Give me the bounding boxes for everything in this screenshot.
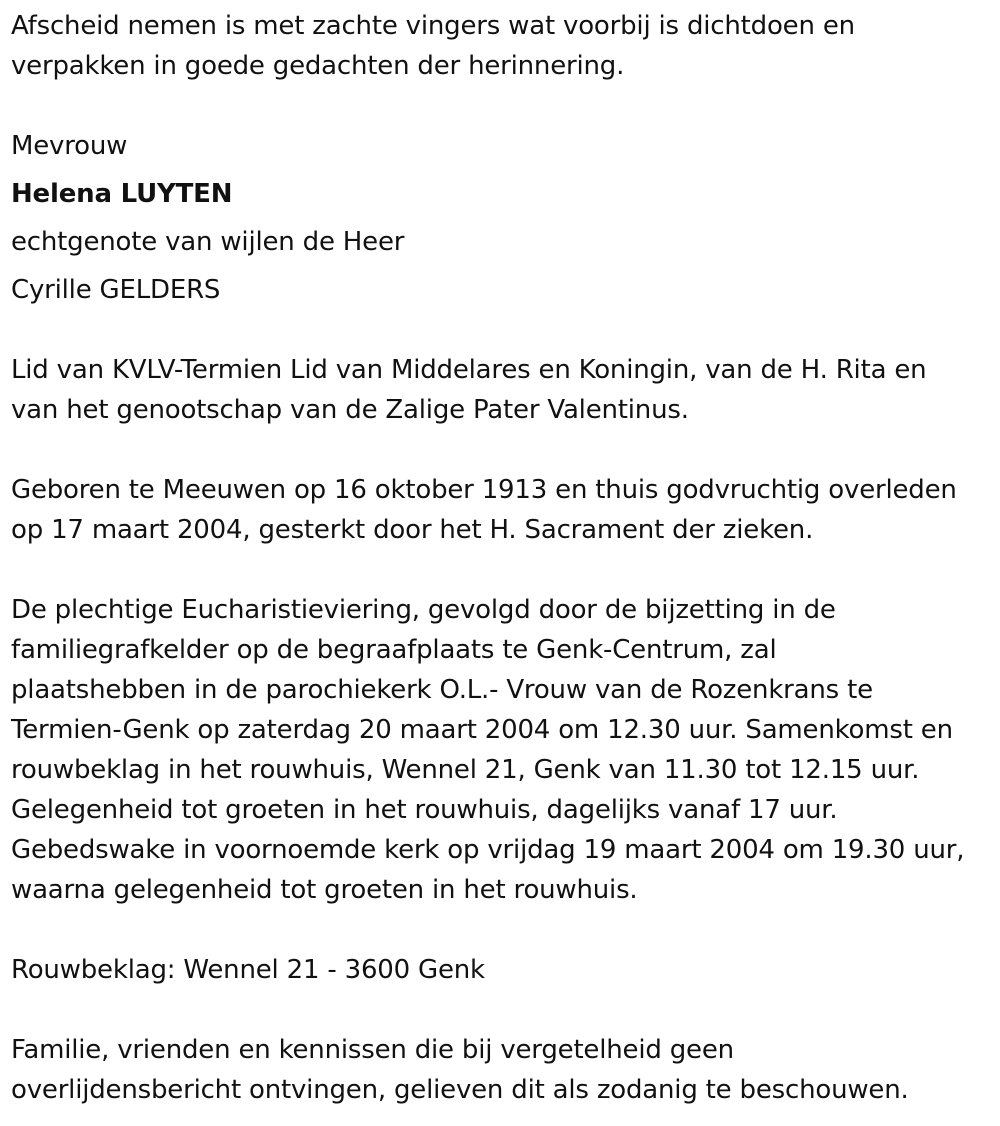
closing-paragraph [11,1030,993,1110]
paragraph-gap [11,430,993,470]
service-line: Termien-Genk op zaterdag 20 maart 2004 om 12.30 uur. Samenkomst en [11,715,953,745]
membership-line: Lid van KVLV-Termien Lid van Middelares en Koningin, van de H. Rita en [11,355,927,385]
service-line: De plechtige Eucharistieviering, gevolgd door de bijzetting in de [11,595,836,625]
service-line: Gelegenheid tot groeten in het rouwhuis, dagelijks vanaf 17 uur. [11,795,838,825]
service-line: Gebedswake in voornoemde kerk op vrijdag 19 maart 2004 om 19.30 uur, [11,835,965,865]
paragraph-gap [11,310,993,350]
deceased-block [11,122,993,314]
closing-line: Familie, vrienden en kennissen die bij vergetelheid geen [11,1035,734,1065]
intro-line: Afscheid nemen is met zachte vingers wat voorbij is dichtdoen en [11,11,855,41]
paragraph-gap [11,550,993,590]
service-line: rouwbeklag in het rouwhuis, Wennel 21, Genk van 11.30 tot 12.15 uur. [11,755,920,785]
intro-paragraph [11,6,993,86]
birth-death-line: op 17 maart 2004, gesterkt door het H. Sacrament der zieken. [11,515,814,545]
relation-text: echtgenote van wijlen de Heer [11,227,405,257]
service-paragraph [11,590,993,910]
birth-death-paragraph [11,470,993,550]
birth-death-line: Geboren te Meeuwen op 16 oktober 1913 en thuis godvruchtig overleden [11,475,957,505]
deceased-name: Helena LUYTEN [11,179,233,209]
service-line: familiegrafkelder op de begraafplaats te Genk-Centrum, zal [11,635,777,665]
closing-line: overlijdensbericht ontvingen, gelieven dit als zodanig te beschouwen. [11,1075,909,1105]
obituary-notice [11,6,993,1110]
paragraph-gap [11,990,993,1030]
condolence-address [11,950,993,990]
service-line: plaatshebben in de parochiekerk O.L.- Vrouw van de Rozenkrans te [11,675,873,705]
service-line: waarna gelegenheid tot groeten in het rouwhuis. [11,875,638,905]
membership-line: van het genootschap van de Zalige Pater Valentinus. [11,395,689,425]
membership-paragraph [11,350,993,430]
condolence-address-line: Rouwbeklag: Wennel 21 - 3600 Genk [11,955,485,985]
spouse-name: Cyrille GELDERS [11,275,221,305]
paragraph-gap [11,86,993,126]
intro-line: verpakken in goede gedachten der herinnering. [11,51,625,81]
honorific: Mevrouw [11,131,128,161]
paragraph-gap [11,910,993,950]
